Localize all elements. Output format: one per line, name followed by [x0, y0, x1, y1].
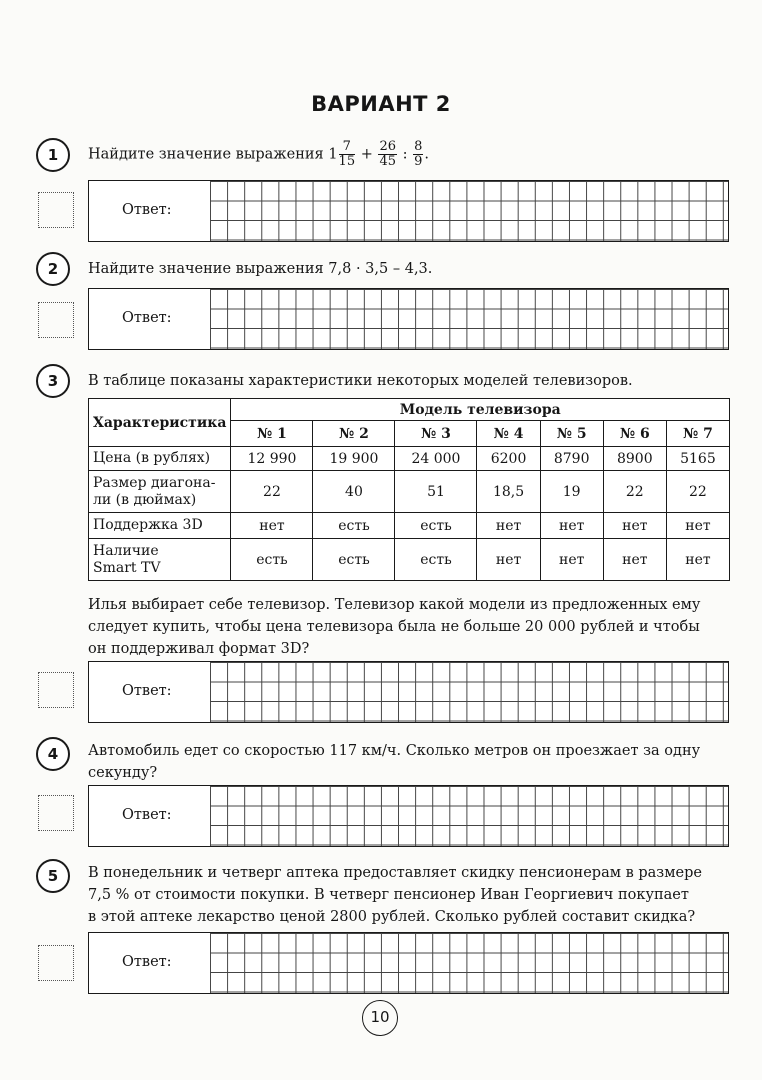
- table-cell: 8900: [603, 447, 666, 471]
- model-5-header: № 5: [540, 421, 603, 447]
- plus-sign: +: [360, 146, 373, 163]
- table-cell: нет: [477, 539, 540, 581]
- table-cell: нет: [540, 539, 603, 581]
- question-number-3: 3: [36, 364, 70, 398]
- characteristic-header: Характеристика: [89, 399, 231, 447]
- table-cell: есть: [313, 539, 395, 581]
- table-row: [89, 539, 730, 581]
- model-2-header: № 2: [313, 421, 395, 447]
- question-3-text: [88, 594, 728, 660]
- question-1-whole: 1: [328, 146, 338, 163]
- table-row: [89, 471, 730, 513]
- table-cell: 24 000: [395, 447, 477, 471]
- question-number-2: 2: [36, 252, 70, 286]
- table-cell: 40: [313, 471, 395, 513]
- fraction-2: [378, 140, 397, 169]
- question-5-line: в этой аптеке лекарство ценой 2800 рублей. Сколько рублей составит скидка?: [88, 909, 696, 925]
- question-3-line: Илья выбирает себе телевизор. Телевизор какой модели из предложенных ему: [88, 597, 701, 613]
- table-cell: 22: [666, 471, 729, 513]
- model-header: Модель телевизора: [231, 399, 730, 421]
- table-cell: 18,5: [477, 471, 540, 513]
- answer-label: Ответ:: [122, 683, 172, 699]
- question-number-1: 1: [36, 138, 70, 172]
- question-4-line: секунду?: [88, 765, 158, 781]
- answer-grid-2[interactable]: [210, 289, 728, 349]
- table-cell: 5165: [666, 447, 729, 471]
- row-label-line: Размер диагона-: [93, 474, 216, 491]
- table-cell: есть: [313, 513, 395, 539]
- model-1-header: № 1: [231, 421, 313, 447]
- question-1-period: .: [424, 146, 430, 163]
- table-cell: 19: [540, 471, 603, 513]
- row-label-diagonal: [89, 471, 231, 513]
- row-label-smart-tv: [89, 539, 231, 581]
- page-title: ВАРИАНТ 2: [311, 92, 451, 116]
- score-box-1: [38, 192, 74, 228]
- table-cell: нет: [540, 513, 603, 539]
- fraction-2-numerator: 26: [379, 139, 397, 154]
- answer-box-4[interactable]: [88, 785, 729, 847]
- fraction-1-denominator: 15: [338, 154, 356, 169]
- answer-grid-4[interactable]: [210, 786, 728, 846]
- table-cell: 6200: [477, 447, 540, 471]
- table-cell: нет: [666, 539, 729, 581]
- fraction-1-numerator: 7: [339, 140, 356, 155]
- table-cell: 8790: [540, 447, 603, 471]
- row-label-line: ли (в дюймах): [93, 491, 197, 508]
- answer-grid-3[interactable]: [210, 662, 728, 722]
- model-6-header: № 6: [603, 421, 666, 447]
- score-box-2: [38, 302, 74, 338]
- page-number: 10: [362, 1000, 398, 1036]
- table-cell: есть: [231, 539, 313, 581]
- fraction-3: [413, 140, 423, 169]
- question-3-intro: В таблице показаны характеристики некоторых моделей телевизоров.: [88, 373, 633, 389]
- table-cell: нет: [603, 513, 666, 539]
- model-7-header: № 7: [666, 421, 729, 447]
- answer-grid-5[interactable]: [210, 933, 728, 993]
- question-2-text: Найдите значение выражения 7,8 · 3,5 – 4,3.: [88, 261, 433, 277]
- answer-box-2[interactable]: [88, 288, 729, 350]
- table-row: [89, 447, 730, 471]
- row-label-line: Smart TV: [93, 559, 161, 576]
- row-label-3d: Поддержка 3D: [89, 513, 231, 539]
- question-5-line: 7,5 % от стоимости покупки. В четверг пенсионер Иван Георгиевич покупает: [88, 887, 689, 903]
- question-1-prompt: Найдите значение выражения: [88, 146, 324, 163]
- score-box-4: [38, 795, 74, 831]
- table-cell: есть: [395, 513, 477, 539]
- row-label-line: Наличие: [93, 542, 159, 559]
- fraction-3-numerator: 8: [414, 139, 423, 154]
- table-cell: нет: [666, 513, 729, 539]
- table-cell: 51: [395, 471, 477, 513]
- question-3-line: он поддерживал формат 3D?: [88, 641, 310, 657]
- question-number-5: 5: [36, 859, 70, 893]
- answer-label: Ответ:: [122, 310, 172, 326]
- table-cell: нет: [477, 513, 540, 539]
- question-3-line: следует купить, чтобы цена телевизора была не больше 20 000 рублей и чтобы: [88, 619, 700, 635]
- table-cell: есть: [395, 539, 477, 581]
- answer-box-3[interactable]: [88, 661, 729, 723]
- table-cell: нет: [231, 513, 313, 539]
- answer-label: Ответ:: [122, 202, 172, 218]
- fraction-1: [339, 140, 356, 169]
- row-label-price: Цена (в рублях): [89, 447, 231, 471]
- score-box-5: [38, 945, 74, 981]
- question-4-text: [88, 740, 728, 784]
- table-cell: нет: [603, 539, 666, 581]
- fraction-3-denominator: 9: [414, 154, 423, 169]
- question-1-text: [88, 140, 728, 169]
- table-cell: 22: [603, 471, 666, 513]
- question-4-line: Автомобиль едет со скоростью 117 км/ч. Сколько метров он проезжает за одну: [88, 743, 701, 759]
- tv-models-table: [88, 398, 730, 581]
- answer-label: Ответ:: [122, 807, 172, 823]
- model-4-header: № 4: [477, 421, 540, 447]
- answer-label: Ответ:: [122, 954, 172, 970]
- answer-box-5[interactable]: [88, 932, 729, 994]
- score-box-3: [38, 672, 74, 708]
- table-cell: 22: [231, 471, 313, 513]
- table-cell: 19 900: [313, 447, 395, 471]
- table-cell: 12 990: [231, 447, 313, 471]
- question-5-text: [88, 862, 728, 928]
- question-5-line: В понедельник и четверг аптека предоставляет скидку пенсионерам в размере: [88, 865, 702, 881]
- table-row: [89, 513, 730, 539]
- fraction-2-denominator: 45: [379, 154, 397, 169]
- model-3-header: № 3: [395, 421, 477, 447]
- division-sign: :: [402, 146, 408, 163]
- answer-grid-1[interactable]: [210, 181, 728, 241]
- question-number-4: 4: [36, 737, 70, 771]
- answer-box-1[interactable]: [88, 180, 729, 242]
